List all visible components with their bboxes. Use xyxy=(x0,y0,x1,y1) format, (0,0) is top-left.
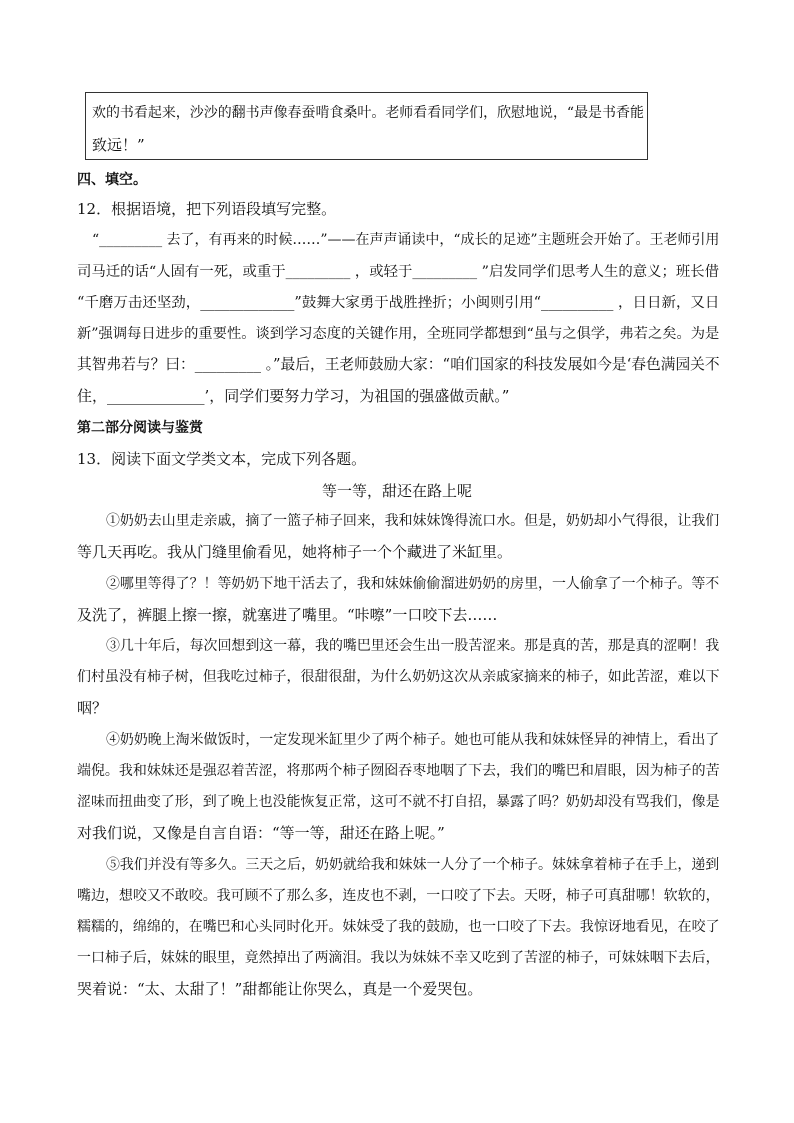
passage-line: 们村虽没有柿子树，但我吃过柿子，很甜很甜，为什么奶奶这次从亲戚家摘来的柿子，如此苦涩，难以下 xyxy=(77,669,720,685)
passage-line: 咽？ xyxy=(77,699,108,717)
q12-line: 新”强调每日进步的重要性。谈到学习态度的关键作用，全班同学都想到“虽与之俱学，弗若之矣。为是 xyxy=(77,326,720,342)
section-heading: 四、填空。 xyxy=(77,172,147,188)
passage-line: 对我们说，又像是自言自语：“等一等，甜还在路上呢。” xyxy=(77,824,445,842)
passage-line: ④奶奶晚上淘米做饭时，一定发现米缸里少了两个柿子。她也可能从我和妹妹怪异的神情上，看出了 xyxy=(106,732,720,748)
passage-line: 涩味而扭曲变了形，到了晚上也没能恢复正常，这可不就不打自招，暴露了吗？奶奶却没有骂我们，像是 xyxy=(77,794,720,810)
quote-box xyxy=(85,92,648,160)
q12-line: 其智弗若与？曰：_________ 。”最后，王老师鼓励大家：“咱们国家的科技发展如今是‘春色满园关不 xyxy=(77,356,720,373)
q12-line: 住，_____________’，同学们要努力学习，为祖国的强盛做贡献。” xyxy=(77,387,510,405)
box-line-1: 欢的书看起来，沙沙的翻书声像春蚕啃食桑叶。老师看看同学们，欣慰地说，“最是书香能 xyxy=(92,105,644,121)
passage-line: 等几天再吃。我从门缝里偷看见，她将柿子一个个藏进了米缸里。 xyxy=(77,543,513,561)
passage-line: ②哪里等得了？！等奶奶下地干活去了，我和妹妹偷偷溜进奶奶的房里，一人偷拿了一个柿子。等不 xyxy=(106,576,720,592)
passage-line: 及洗了，裤腿上擦一擦，就塞进了嘴里。“咔嚓”一口咬下去…… xyxy=(77,606,498,624)
passage-title: 等一等，甜还在路上呢 xyxy=(321,482,472,500)
box-line-2: 致远！” xyxy=(92,136,145,154)
q12-line: “千磨万击还坚劲，_____________”鼓舞大家勇于战胜挫折；小闽则引用“__________ ，日日新，又日 xyxy=(77,295,720,311)
q12-line: “_________ 去了，有再来的时候……”——在声声诵读中，“成长的足迹”主题班会开始了。王老师引用 xyxy=(92,232,720,248)
passage-line: ①奶奶去山里走亲戚，摘了一篮子柿子回来，我和妹妹馋得流口水。但是，奶奶却小气得很，让我们 xyxy=(106,513,720,529)
part-heading: 第二部分阅读与鉴赏 xyxy=(77,420,203,436)
passage-line: ③几十年后，每次回想到这一幕，我的嘴巴里还会生出一股苦涩来。那是真的苦，那是真的涩啊！我 xyxy=(106,638,720,654)
passage-line: 端倪。我和妹妹还是强忍着苦涩，将那两个柿子囫囵吞枣地咽了下去，我们的嘴巴和眉眼，因为柿子的苦 xyxy=(77,763,720,779)
passage-line: 糯糯的，绵绵的，在嘴巴和心头同时化开。妹妹受了我的鼓励，也一口咬了下去。我惊讶地看见，在咬了 xyxy=(77,919,720,935)
question-12-stem: 12．根据语境，把下列语段填写完整。 xyxy=(77,200,337,218)
passage-line: 一口柿子后，妹妹的眼里，竟然掉出了两滴泪。我以为妹妹不幸又吃到了苦涩的柿子，可妹妹咽下去后， xyxy=(77,950,720,966)
question-13-stem: 13．阅读下面文学类文本，完成下列各题。 xyxy=(77,450,367,468)
passage-line: 哭着说：“太、太甜了！”甜都能让你哭么，真是一个爱哭包。 xyxy=(77,980,483,998)
passage-line: 嘴边，想咬又不敢咬。我可顾不了那么多，连皮也不剥，一口咬了下去。天呀，柿子可真甜哪！软软的， xyxy=(77,888,720,904)
q12-line: 司马迁的话“人固有一死，或重于_________ ，或轻于_________ ”启发同学们思考人生的意义；班长借 xyxy=(77,264,719,280)
passage-line: ⑤我们并没有等多久。三天之后，奶奶就给我和妹妹一人分了一个柿子。妹妹拿着柿子在手上，递到 xyxy=(106,857,720,873)
